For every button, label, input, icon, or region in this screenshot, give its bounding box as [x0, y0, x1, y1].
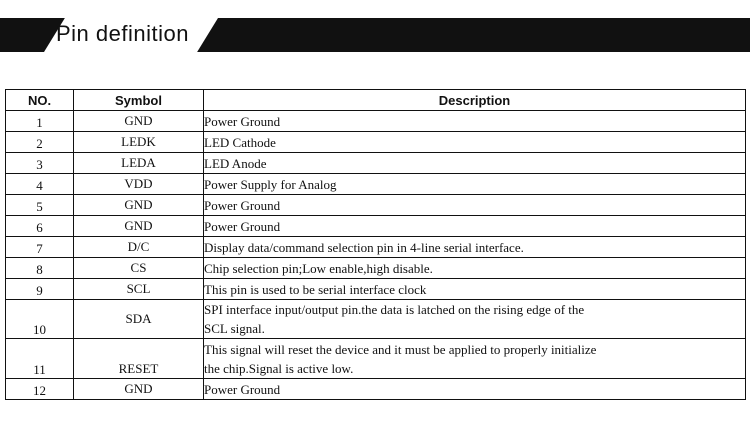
table-row	[6, 174, 746, 195]
pin-description	[204, 339, 746, 379]
pin-symbol: VDD	[74, 174, 204, 195]
pin-description-line: SPI interface input/output pin.the data is latched on the rising edge of the	[204, 302, 585, 317]
column-header-symbol: Symbol	[74, 90, 204, 111]
pin-symbol: RESET	[74, 339, 204, 379]
table-row	[6, 216, 746, 237]
pin-symbol: GND	[74, 216, 204, 237]
pin-description	[204, 300, 746, 339]
table-row	[6, 195, 746, 216]
table-row	[6, 300, 746, 339]
page-title: Pin definition	[56, 21, 189, 46]
pin-description: This pin is used to be serial interface clock	[204, 279, 746, 300]
table-row	[6, 339, 746, 379]
table-header-row	[6, 90, 746, 111]
pin-description: Display data/command selection pin in 4-line serial interface.	[204, 237, 746, 258]
pin-number: 7	[6, 237, 74, 258]
pin-symbol: LEDK	[74, 132, 204, 153]
pin-symbol: SCL	[74, 279, 204, 300]
pin-number: 4	[6, 174, 74, 195]
pin-symbol: GND	[74, 111, 204, 132]
pin-number: 1	[6, 111, 74, 132]
pin-description: Power Ground	[204, 111, 746, 132]
pin-symbol: GND	[74, 195, 204, 216]
pin-symbol: SDA	[74, 300, 204, 339]
pin-description-line: This signal will reset the device and it must be applied to properly initialize	[204, 341, 597, 357]
pin-number: 5	[6, 195, 74, 216]
pin-number: 9	[6, 279, 74, 300]
pin-description-line: the chip.Signal is active low.	[204, 360, 354, 376]
pin-number: 12	[6, 379, 74, 400]
pin-description: LED Anode	[204, 153, 746, 174]
pin-table	[5, 89, 746, 400]
table-row	[6, 279, 746, 300]
table-row	[6, 111, 746, 132]
pin-description: LED Cathode	[204, 132, 746, 153]
pin-number: 6	[6, 216, 74, 237]
column-header-description: Description	[204, 90, 746, 111]
pin-description-line: SCL signal.	[204, 321, 265, 336]
pin-number: 8	[6, 258, 74, 279]
table-row	[6, 258, 746, 279]
pin-number: 10	[6, 300, 74, 339]
pin-symbol: D/C	[74, 237, 204, 258]
pin-description: Chip selection pin;Low enable,high disable.	[204, 258, 746, 279]
pin-symbol: LEDA	[74, 153, 204, 174]
table-row	[6, 132, 746, 153]
table-row	[6, 237, 746, 258]
pin-description: Power Ground	[204, 379, 746, 400]
pin-description: Power Ground	[204, 195, 746, 216]
table-row	[6, 153, 746, 174]
pin-description: Power Supply for Analog	[204, 174, 746, 195]
pin-number: 3	[6, 153, 74, 174]
pin-symbol: GND	[74, 379, 204, 400]
table-row	[6, 379, 746, 400]
pin-number: 2	[6, 132, 74, 153]
pin-symbol: CS	[74, 258, 204, 279]
column-header-no: NO.	[6, 90, 74, 111]
pin-description: Power Ground	[204, 216, 746, 237]
pin-number: 11	[6, 339, 74, 379]
